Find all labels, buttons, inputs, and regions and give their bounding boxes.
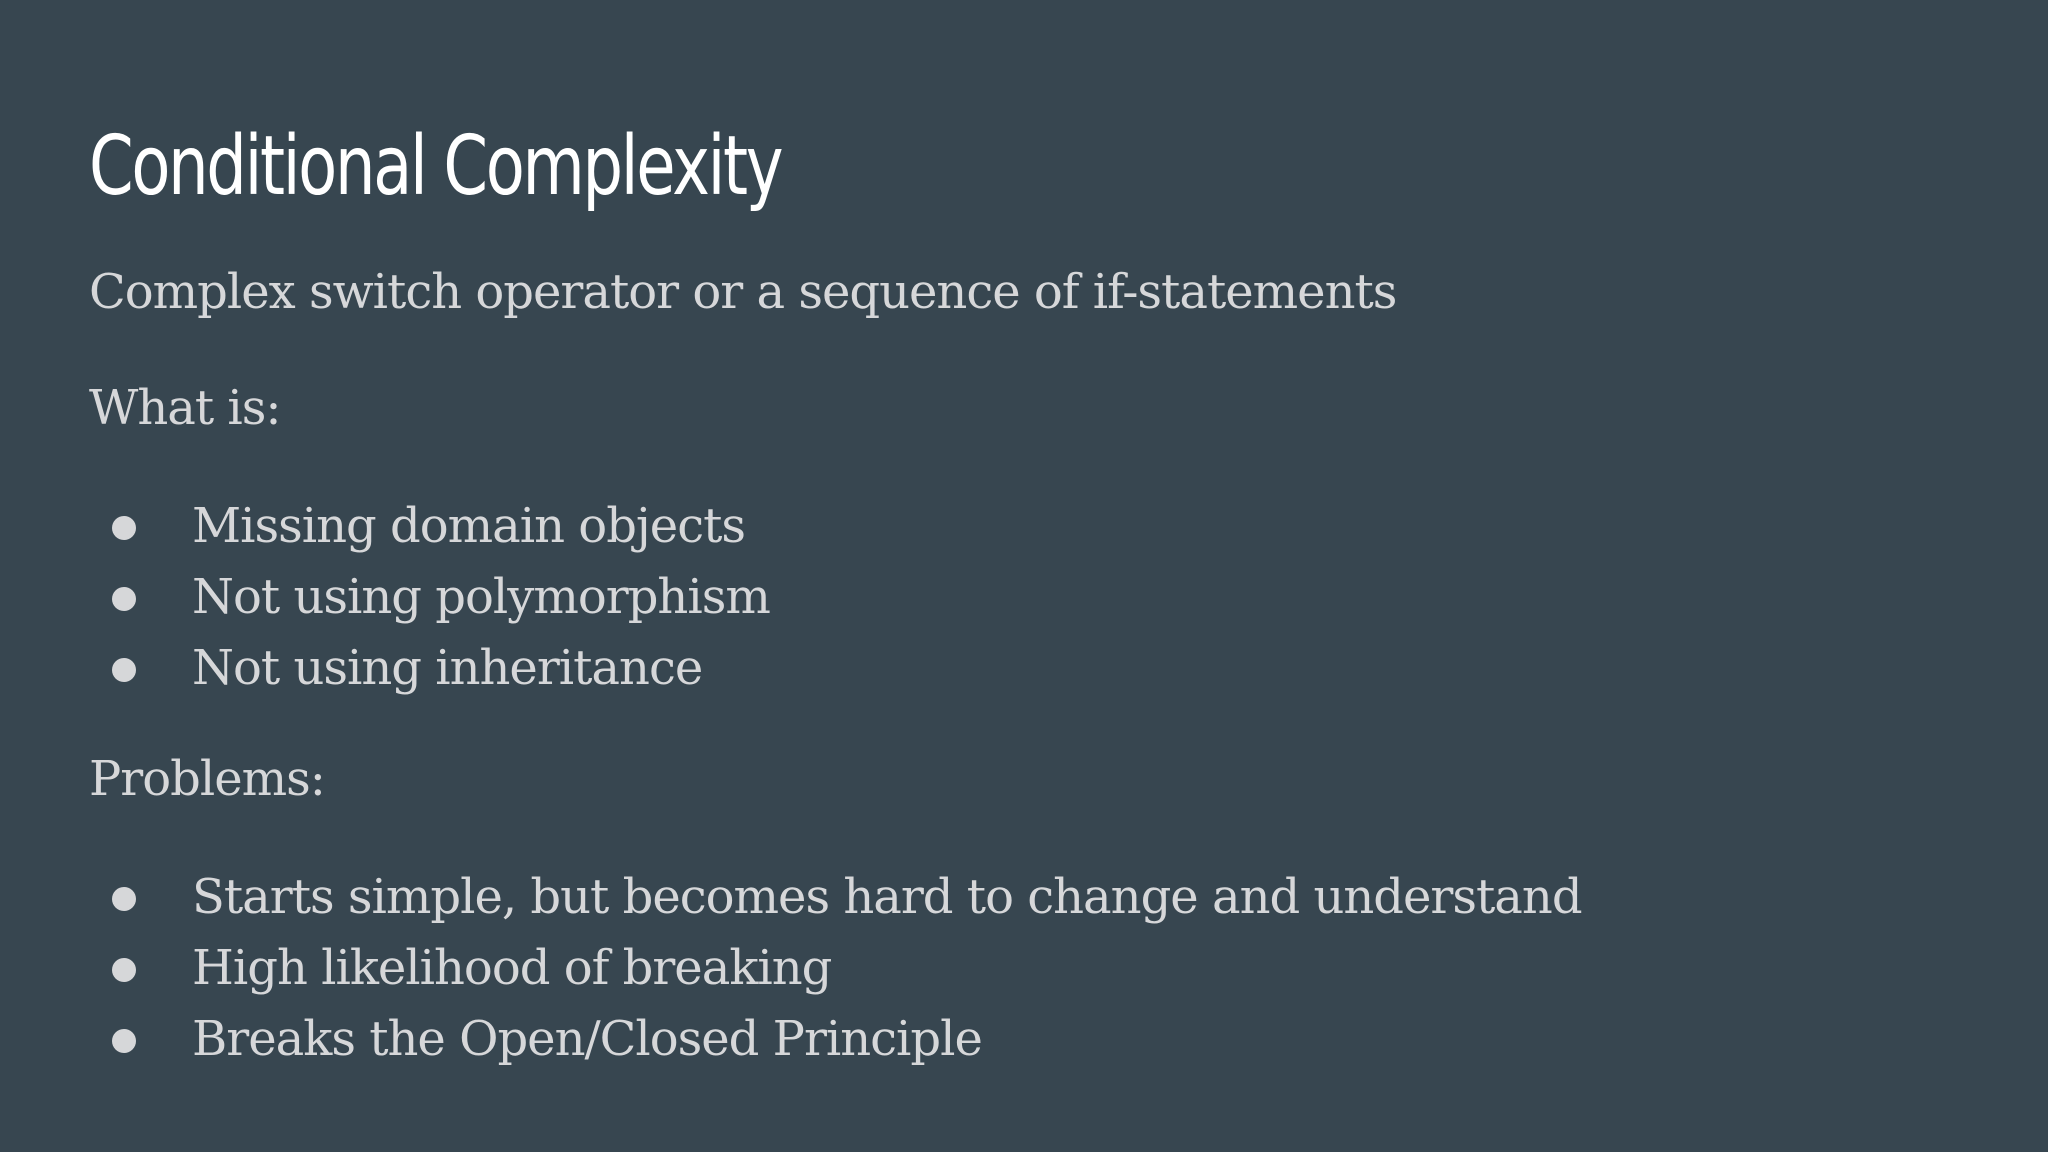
problems-heading: Problems: — [89, 751, 325, 807]
bullet-icon — [112, 887, 136, 911]
bullet-text: High likelihood of breaking — [192, 940, 832, 996]
bullet-icon — [112, 587, 136, 611]
bullet-text: Breaks the Open/Closed Principle — [192, 1011, 982, 1067]
what-is-heading: What is: — [89, 380, 281, 436]
bullet-icon — [112, 958, 136, 982]
bullet-icon — [112, 1029, 136, 1053]
bullet-text: Not using polymorphism — [192, 569, 770, 625]
bullet-text: Missing domain objects — [192, 498, 746, 554]
bullet-text: Not using inheritance — [192, 640, 703, 696]
bullet-text: Starts simple, but becomes hard to change and understand — [192, 869, 1582, 925]
slide-subtitle: Complex switch operator or a sequence of if-statements — [89, 264, 1397, 320]
slide-title: Conditional Complexity — [89, 119, 782, 214]
bullet-icon — [112, 516, 136, 540]
bullet-icon — [112, 658, 136, 682]
